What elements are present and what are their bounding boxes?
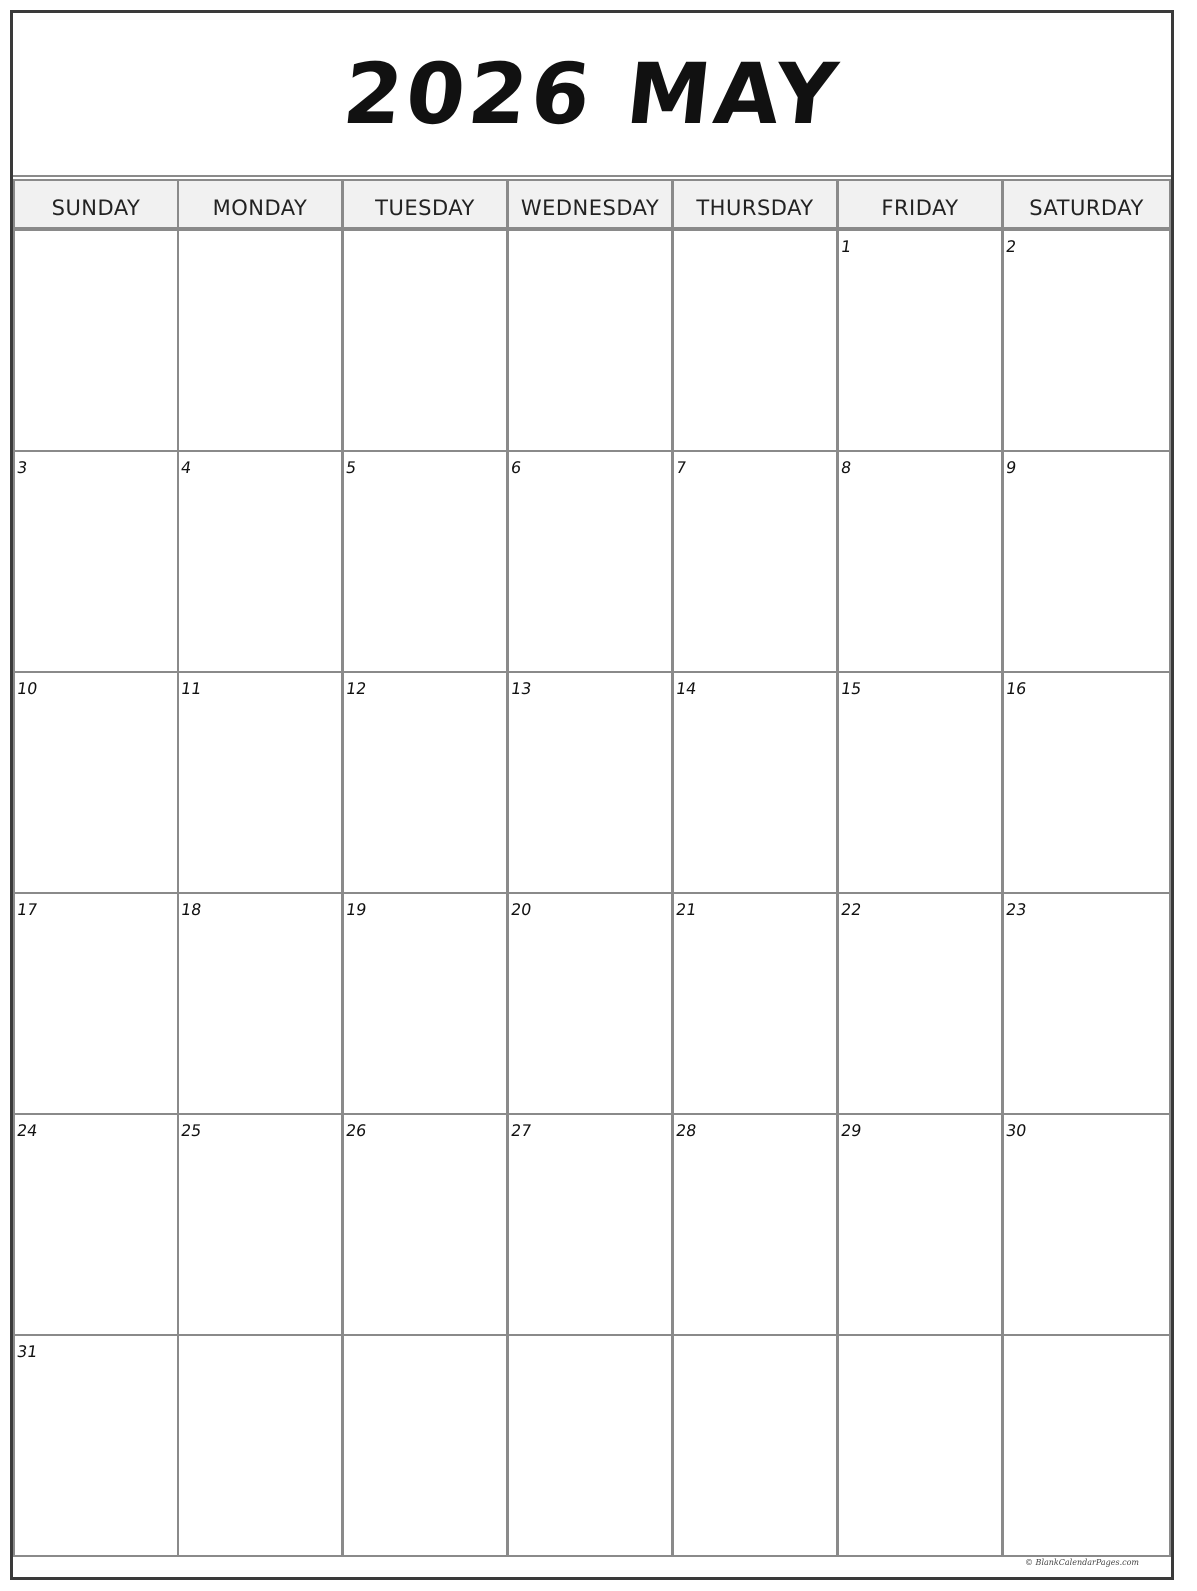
day-number: 1 (839, 237, 853, 256)
day-cell (507, 1113, 673, 1336)
day-cell (342, 229, 508, 452)
calendar-grid (13, 175, 1171, 1577)
calendar-page (10, 10, 1174, 1580)
day-cell (13, 1113, 179, 1336)
day-cell (672, 450, 838, 673)
day-number: 31 (15, 1342, 39, 1361)
day-cell (1002, 229, 1171, 452)
day-number: 24 (15, 1121, 39, 1140)
day-cell (13, 450, 179, 673)
day-cell (13, 671, 179, 894)
day-cell (342, 450, 508, 673)
day-cell (672, 229, 838, 452)
day-cell (507, 1334, 673, 1557)
day-cell (837, 1334, 1003, 1557)
day-number: 20 (509, 900, 533, 919)
day-cell (672, 892, 838, 1115)
day-number: 29 (839, 1121, 863, 1140)
day-number: 3 (15, 458, 29, 477)
day-cell (177, 229, 343, 452)
day-number: 25 (179, 1121, 203, 1140)
week-row (13, 229, 1171, 452)
day-number: 17 (15, 900, 39, 919)
day-cell (837, 1113, 1003, 1336)
day-cell (177, 1113, 343, 1336)
day-cell (507, 229, 673, 452)
calendar-title: 2026 MAY (338, 45, 846, 143)
day-number: 26 (344, 1121, 368, 1140)
day-number: 7 (674, 458, 688, 477)
day-number: 11 (179, 679, 203, 698)
day-number: 15 (839, 679, 863, 698)
day-number: 27 (509, 1121, 533, 1140)
week-row (13, 1334, 1171, 1557)
day-number: 18 (179, 900, 203, 919)
day-number: 13 (509, 679, 533, 698)
day-number: 9 (1004, 458, 1018, 477)
day-number: 2 (1004, 237, 1018, 256)
weekday-header-monday: MONDAY (177, 179, 343, 229)
day-number: 22 (839, 900, 863, 919)
week-row (13, 450, 1171, 673)
day-cell (837, 892, 1003, 1115)
day-cell (177, 1334, 343, 1557)
day-cell (837, 229, 1003, 452)
day-cell (13, 1334, 179, 1557)
day-cell (672, 1113, 838, 1336)
weekday-header-friday: FRIDAY (837, 179, 1003, 229)
day-cell (507, 450, 673, 673)
day-cell (13, 892, 179, 1115)
weekday-header-saturday: SATURDAY (1002, 179, 1171, 229)
day-number: 23 (1004, 900, 1028, 919)
day-cell (672, 671, 838, 894)
day-cell (507, 892, 673, 1115)
day-number: 4 (179, 458, 193, 477)
day-cell (507, 671, 673, 894)
day-cell (837, 671, 1003, 894)
day-cell (837, 450, 1003, 673)
day-number: 12 (344, 679, 368, 698)
day-cell (1002, 671, 1171, 894)
day-number: 16 (1004, 679, 1028, 698)
day-number: 14 (674, 679, 698, 698)
day-cell (342, 892, 508, 1115)
week-row (13, 671, 1171, 894)
day-cell (342, 671, 508, 894)
week-row (13, 892, 1171, 1115)
day-cell (177, 450, 343, 673)
day-number: 21 (674, 900, 698, 919)
weekday-header-tuesday: TUESDAY (342, 179, 508, 229)
day-cell (1002, 892, 1171, 1115)
day-number: 5 (344, 458, 358, 477)
day-cell (1002, 450, 1171, 673)
day-cell (1002, 1113, 1171, 1336)
day-number: 6 (509, 458, 523, 477)
week-row (13, 1113, 1171, 1336)
weekday-header-wednesday: WEDNESDAY (507, 179, 673, 229)
day-cell (672, 1334, 838, 1557)
day-cell (177, 892, 343, 1115)
day-cell (177, 671, 343, 894)
day-cell (342, 1113, 508, 1336)
day-cell (1002, 1334, 1171, 1557)
weekday-header-row (13, 179, 1171, 231)
day-cell (13, 229, 179, 452)
day-number: 8 (839, 458, 853, 477)
title-area (13, 13, 1171, 175)
watermark: © BlankCalendarPages.com (1025, 1558, 1139, 1567)
day-number: 19 (344, 900, 368, 919)
day-number: 30 (1004, 1121, 1028, 1140)
weekday-header-sunday: SUNDAY (13, 179, 179, 229)
day-number: 28 (674, 1121, 698, 1140)
day-cell (342, 1334, 508, 1557)
day-number: 10 (15, 679, 39, 698)
weekday-header-thursday: THURSDAY (672, 179, 838, 229)
